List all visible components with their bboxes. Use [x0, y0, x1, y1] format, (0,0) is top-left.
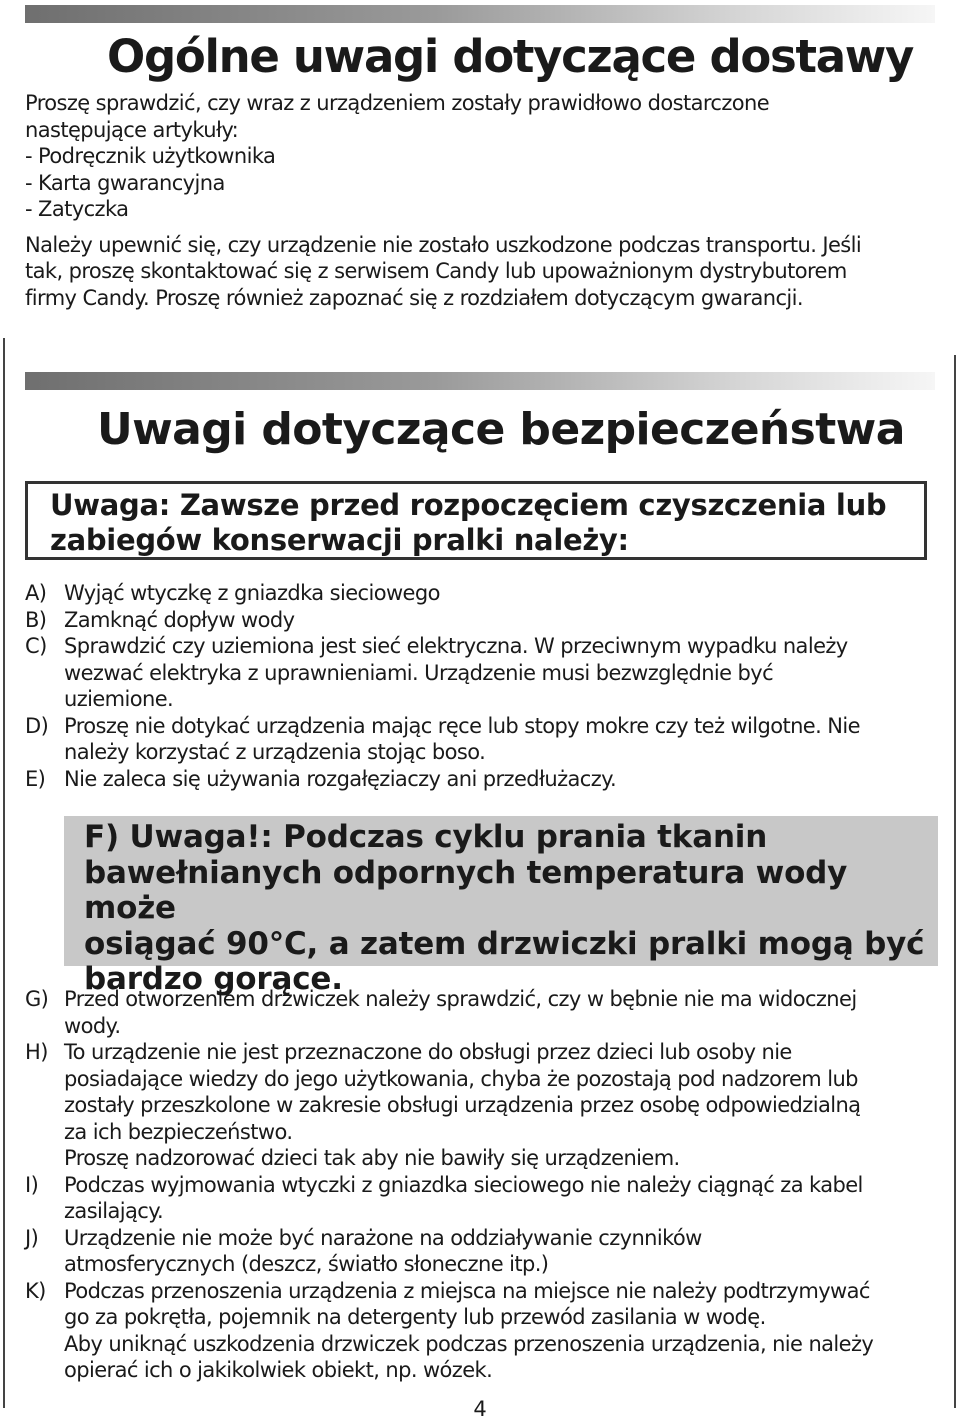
delivery-line: Proszę sprawdzić, czy wraz z urządzeniem zostały prawidłowo dostarczone [25, 91, 770, 115]
list-text: To urządzenie nie jest przeznaczone do obsługi przez dzieci lub osoby nie [64, 1040, 792, 1064]
list-text: Nie zaleca się używania rozgałęziaczy ani przedłużaczy. [64, 766, 617, 791]
list-text: Podczas przenoszenia urządzenia z miejsca na miejsce nie należy podtrzymywać [64, 1278, 870, 1303]
list-text: należy korzystać z urządzenia stojąc boso. [64, 740, 486, 764]
list-label: G) [25, 987, 49, 1011]
delivery-line: Należy upewnić się, czy urządzenie nie zostało uszkodzone podczas transportu. Jeśli [25, 232, 862, 257]
delivery-line: następujące artykuły: [25, 117, 239, 142]
list-text: zasilający. [64, 1199, 164, 1223]
warning-line: bardzo gorące. [84, 961, 343, 997]
list-text: Sprawdzić czy uziemiona jest sieć elektryczna. W przeciwnym wypadku należy [64, 634, 848, 658]
list-text: wody. [64, 1013, 121, 1038]
list-item [25, 1172, 940, 1225]
list-text: posiadające wiedzy do jego użytkowania, chyba że pozostają pod nadzorem lub [64, 1066, 858, 1091]
list-text: wezwać elektryka z uprawnieniami. Urządzenie musi bezwzględnie być [64, 660, 774, 685]
list-text: Aby uniknąć uszkodzenia drzwiczek podczas przenoszenia urządzenia, nie należy [64, 1331, 874, 1356]
list-item [25, 766, 940, 793]
right-margin-rule [954, 355, 956, 1408]
list-text: opierać ich o jakikolwiek obiekt, np. wózek. [64, 1358, 493, 1382]
section-title-safety: Uwagi dotyczące bezpieczeństwa [97, 404, 905, 455]
warning-line: Uwaga: Zawsze przed rozpoczęciem czyszczenia lub [50, 488, 887, 522]
temperature-warning-box [64, 816, 938, 997]
list-label: K) [25, 1278, 46, 1303]
safety-list-1 [25, 580, 940, 792]
list-label: H) [25, 1040, 48, 1064]
list-label: I) [25, 1172, 39, 1197]
list-label: A) [25, 581, 47, 605]
list-label: D) [25, 713, 49, 738]
delivery-line: - Karta gwarancyjna [25, 170, 225, 195]
page-number: 4 [473, 1397, 487, 1421]
warning-line: bawełnianych odpornych temperatura wody może [84, 854, 848, 926]
warning-line: F) Uwaga!: Podczas cyklu prania tkanin [84, 819, 768, 855]
list-text: uziemione. [64, 687, 174, 711]
list-item [25, 580, 940, 607]
list-label: E) [25, 766, 46, 791]
list-item [25, 1225, 940, 1278]
list-item [25, 1039, 940, 1172]
delivery-line: - Podręcznik użytkownika [25, 144, 276, 168]
list-text: Wyjąć wtyczkę z gniazdka sieciowego [64, 581, 440, 605]
safety-list-2 [25, 986, 940, 1384]
list-text: zostały przeszkolone w zakresie obsługi urządzenia przez osobę odpowiedzialną [64, 1093, 861, 1117]
list-item [25, 1278, 940, 1384]
warning-box [25, 481, 927, 560]
delivery-text [25, 90, 940, 311]
left-margin-rule [3, 338, 5, 1408]
list-label: J) [25, 1225, 39, 1250]
list-label: C) [25, 634, 47, 658]
warning-line: zabiegów konserwacji pralki należy: [50, 523, 629, 557]
list-item [25, 633, 940, 713]
list-text: Zamknąć dopływ wody [64, 607, 295, 632]
list-item [25, 607, 940, 634]
list-text: Proszę nadzorować dzieci tak aby nie bawiły się urządzeniem. [64, 1146, 680, 1170]
list-text: Urządzenie nie może być narażone na oddziaływanie czynników [64, 1225, 702, 1250]
delivery-line: - Zatyczka [25, 197, 129, 221]
list-label: B) [25, 607, 47, 632]
list-text: go za pokrętła, pojemnik na detergenty lub przewód zasilania w wodę. [64, 1305, 766, 1329]
list-text: Przed otworzeniem drzwiczek należy sprawdzić, czy w bębnie nie ma widocznej [64, 987, 857, 1011]
list-item [25, 713, 940, 766]
delivery-line: firmy Candy. Proszę również zapoznać się z rozdziałem dotyczącym gwarancji. [25, 285, 803, 310]
list-text: atmosferycznych (deszcz, światło słoneczne itp.) [64, 1252, 549, 1276]
delivery-line: tak, proszę skontaktować się z serwisem Candy lub upoważnionym dystrybutorem [25, 259, 847, 283]
header-bar-1 [25, 5, 935, 23]
list-text: Podczas wyjmowania wtyczki z gniazdka sieciowego nie należy ciągnąć za kabel [64, 1172, 863, 1197]
list-text: Proszę nie dotykać urządzenia mając ręce lub stopy mokre czy też wilgotne. Nie [64, 713, 860, 738]
list-item [25, 986, 940, 1039]
header-bar-2 [25, 372, 935, 390]
list-text: za ich bezpieczeństwo. [64, 1119, 293, 1144]
section-title-delivery: Ogólne uwagi dotyczące dostawy [107, 30, 914, 83]
warning-line: osiągać 90°C, a zatem drzwiczki pralki mogą być [84, 925, 925, 962]
